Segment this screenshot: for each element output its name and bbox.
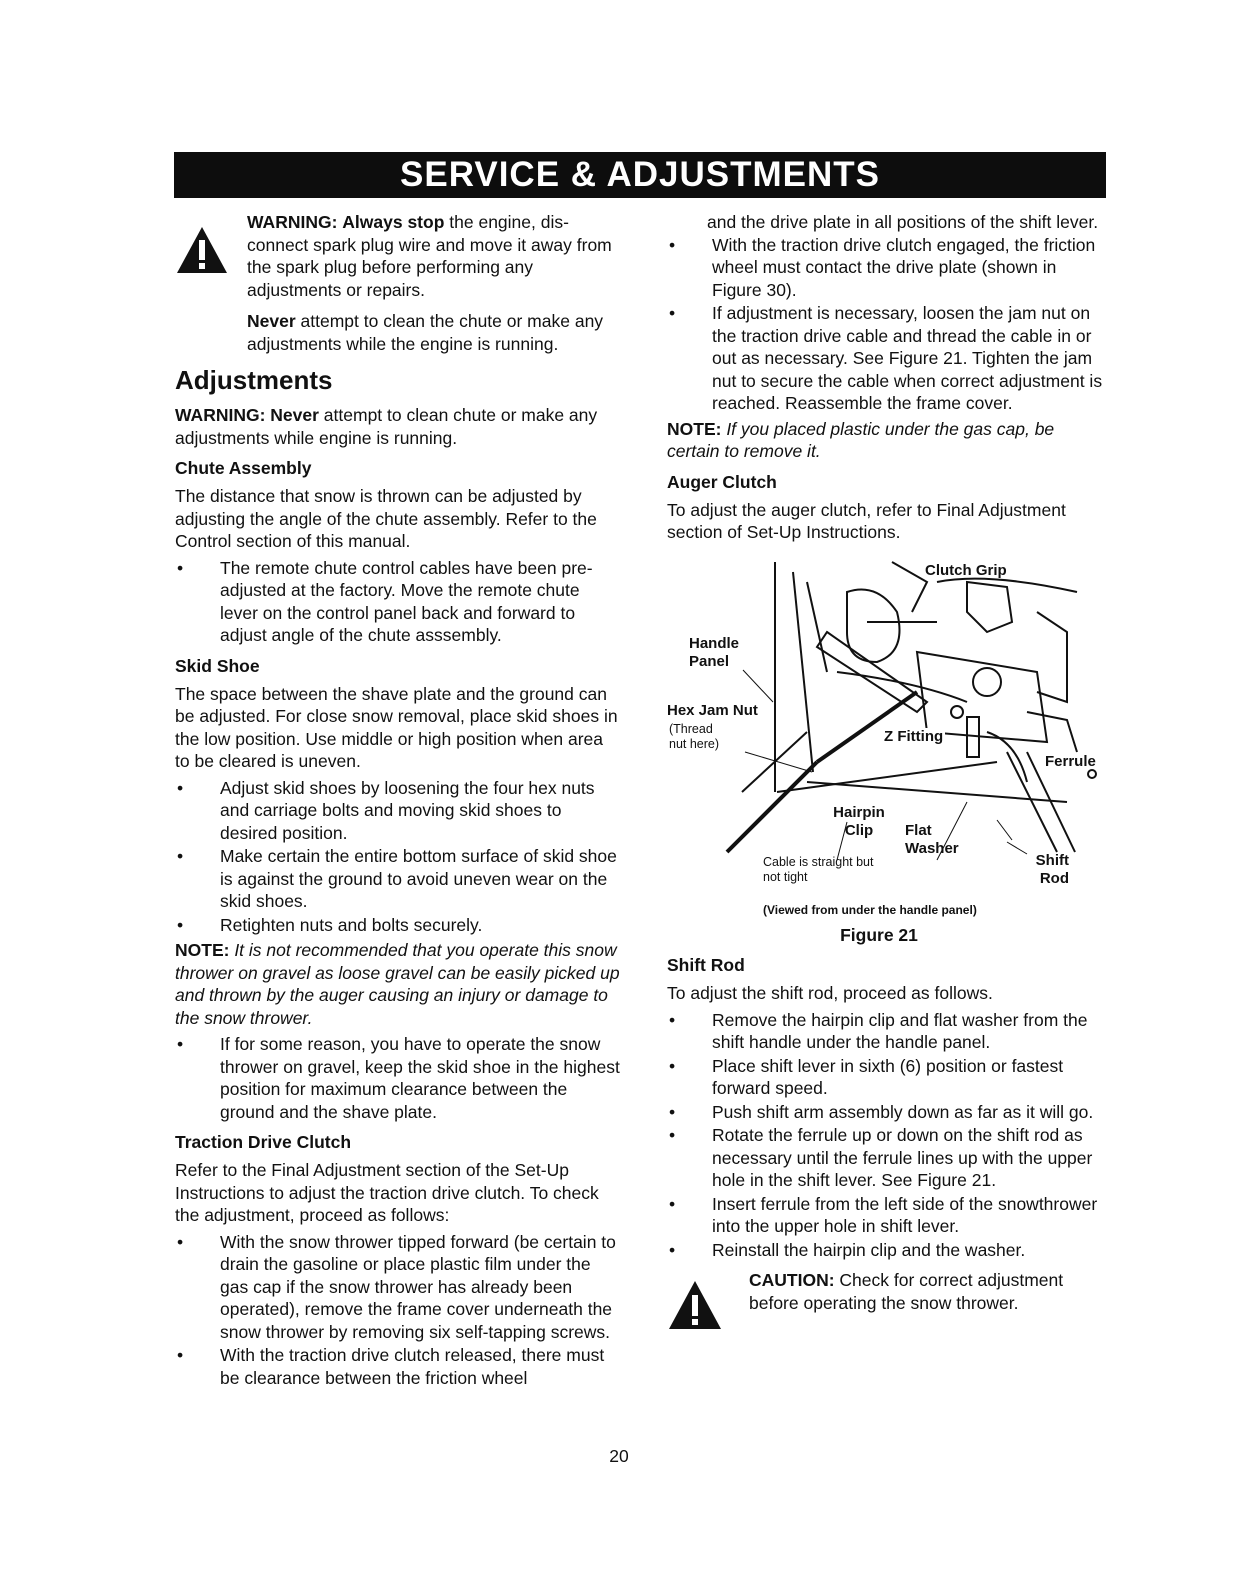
list-item: • Remove the hairpin clip and flat washer from the shift handle under the handle panel. [669,1009,1088,1052]
page-number: 20 [609,1446,629,1466]
list-item: • Insert ferrule from the left side of the snowthrower into the upper hole in shift lever. [669,1193,1098,1236]
page-title: SERVICE & ADJUSTMENTS [400,155,880,194]
list-item: • Retighten nuts and bolts securely. [177,914,483,935]
auger-text: To adjust the auger clutch, refer to Final Adjustment section of Set-Up Instructions. [667,499,1066,542]
traction-note: NOTE: If you placed plastic under the gas cap, be certain to remove it. [667,418,1055,461]
label-shift-rod: Shift Rod [1035,851,1069,887]
list-item: • Adjust skid shoes by loosening the four hex nuts and carriage bolts and moving skid shoes to desired position. [177,777,595,843]
chute-intro: The distance that snow is thrown can be adjusted by adjusting the angle of the chute assembly. Refer to the Control section of this manual. [175,486,597,551]
list-item: • Push shift arm assembly down as far as it will go. [669,1101,1094,1122]
label-handle-panel: Handle Panel [689,634,740,670]
traction-intro: Refer to the Final Adjustment section of the Set-Up Instructions to adjust the traction drive clutch. To check the adjustment, proceed as follows: [175,1160,599,1225]
skid-list [175,777,620,937]
label-cable-straight: Cable is straight but not tight [763,854,874,884]
chute-heading: Chute Assembly [175,458,312,478]
list-item: • With the traction drive clutch released, there must be clearance between the friction wheel [177,1345,605,1388]
label-ferrule: Ferrule [1045,752,1096,770]
warning-block [175,211,620,355]
right-column [667,211,1107,1314]
list-item: • With the traction drive clutch engaged, the friction wheel must contact the drive plate (shown in Figure 30). [669,234,1096,300]
label-clutch-grip: Clutch Grip [925,561,1007,579]
list-item: • If adjustment is necessary, loosen the jam nut on the traction drive cable and thread the cable in or out as necessary. See Figure 21. Tighten the jam nut to secure the cable when correct adjustment is reached. Reassemble the frame cover. [669,303,1103,413]
warning-icon [175,225,229,275]
caution-block [667,1269,1107,1314]
traction-list [175,1231,620,1390]
list-item: • Place shift lever in sixth (6) position or fastest forward speed. [669,1055,1064,1098]
skid-intro: The space between the shave plate and the ground can be adjusted. For close snow removal, place skid shoes in the low position. Use middle or high position when area to be cleared is uneven. [175,683,618,771]
figure-title: Figure 21 [840,924,918,945]
chute-list [175,557,620,647]
shift-rod-heading: Shift Rod [667,955,745,975]
traction-heading: Traction Drive Clutch [175,1132,352,1152]
list-item: • With the snow thrower tipped forward (be certain to drain the gasoline or place plastic film under the gas cap if the snow thrower has already been operated), remove the frame cover underneath the snow thrower by removing six self-tapping screws. [177,1231,616,1342]
list-item: • Make certain the entire bottom surface of skid shoe is against the ground to avoid uneven wear on the skid shoes. [177,846,617,911]
shift-mechanism-drawing [667,552,1107,892]
section-banner [174,152,1106,198]
left-column [175,211,620,1392]
skid-note: NOTE: It is not recommended that you operate this snow thrower on gravel as loose gravel can be easily picked up and thrown by the auger causing an injury or damage to the snow thrower. [175,940,620,1028]
figure-21-diagram [667,552,1107,920]
label-hex-jam-nut: Hex Jam Nut [667,701,758,719]
skid-heading: Skid Shoe [175,655,260,676]
adjustments-warning: WARNING: Never attempt to clean chute or make any adjustments while engine is running. [175,405,598,448]
label-thread-nut: (Thread nut here) [669,721,720,751]
caution-icon [667,1279,723,1331]
traction-continued: and the drive plate in all positions of the shift lever. [707,212,1099,232]
figure-caption: (Viewed from under the handle panel) [763,902,977,917]
list-item: • Rotate the ferrule up or down on the shift rod as necessary until the ferrule lines up with the upper hole in the shift lever. See Figure 21. [669,1125,1093,1190]
list-item: • Reinstall the hairpin clip and the washer. [669,1239,1026,1260]
shift-rod-intro: To adjust the shift rod, proceed as follows. [667,983,993,1003]
label-flat-washer: Flat Washer [905,821,959,857]
list-item: • The remote chute control cables have been pre-adjusted at the factory. Move the remote chute lever on the control panel back and forward to adjust angle of the chute asssembly. [177,557,593,645]
skid-note-list [175,1033,620,1123]
label-z-fitting: Z Fitting [884,727,944,745]
label-hairpin-clip: Hairpin Clip [833,803,885,839]
list-item: • If for some reason, you have to operate the snow thrower on gravel, keep the skid shoe in the highest position for maximum clearance between the ground and the shave plate. [177,1034,620,1122]
adjustments-heading: Adjustments [175,365,333,395]
traction-list-continued [667,234,1107,415]
warning-text: WARNING: Always stop the engine, dis-connect spark plug wire and move it away from the spark plug before performing any adjustments or repairs. [247,212,612,300]
never-text: Never attempt to clean the chute or make any adjustments while the engine is running. [247,311,604,354]
shift-rod-list [667,1009,1107,1262]
caution-text: CAUTION: Check for correct adjustment before operating the snow thrower. [749,1270,1064,1313]
auger-heading: Auger Clutch [667,471,777,492]
